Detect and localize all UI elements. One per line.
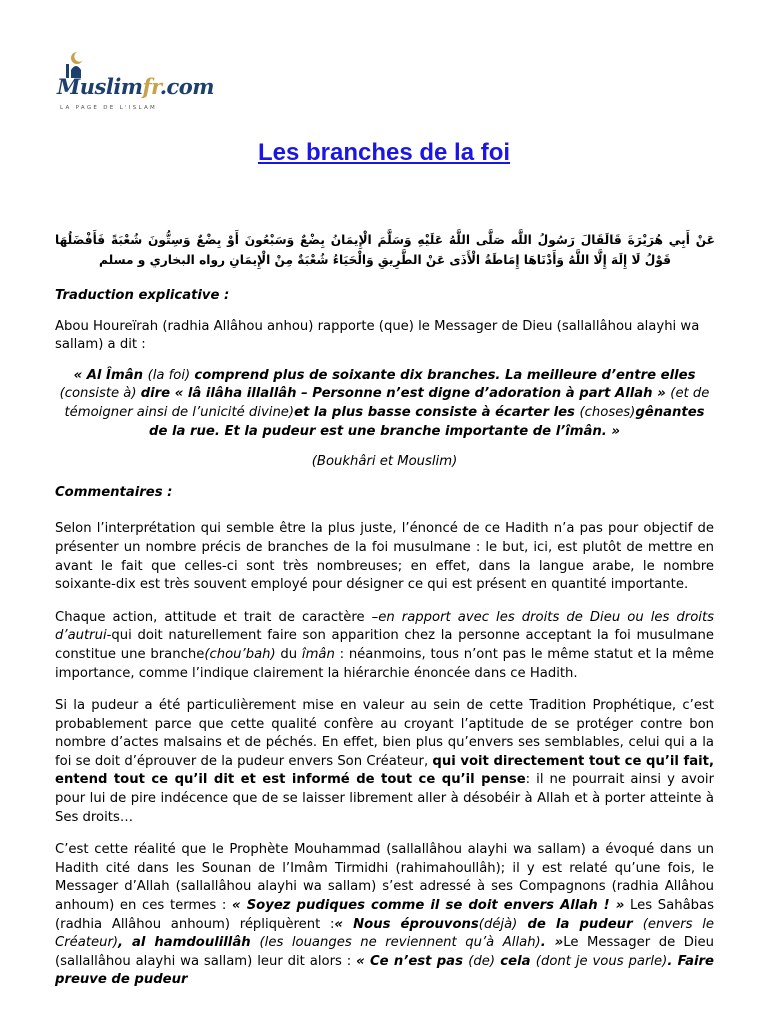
comments-heading: Commentaires : — [55, 484, 173, 500]
logo-tagline: LA PAGE DE L'ISLAM — [60, 105, 158, 111]
hadith-source: (Boukhâri et Mouslim) — [311, 454, 458, 470]
logo-wordmark: Muslimfr.com — [57, 74, 215, 99]
translation-heading: Traduction explicative : — [55, 288, 230, 303]
arabic-hadith: عَنْ أَبِي هُرَيْرَةَ قَالَقَالَ رَسُولُ اللَّه صَلَّى اللَّهُ عَلَيْهِ وَسَلَّمَ الْإِيمَانُ بِضْعٌ وَسَبْعُونَ أَوْ بِضْعٌ وَسِتُّونَ شُعْبَةً فَأَفْضَلُهَا قَوْلُ لَا إِلَهَ إِلَّا اللَّهُ وَأَدْنَاهَا إِمَاطَةُ الْأَذَى عَنْ الطَّرِيقِ وَالْحَيَاءُ شُعْبَةٌ مِنْ الْإِيمَانِ رواه البخاري و مسلم — [55, 233, 715, 267]
comment-paragraph-1: Selon l’interprétation qui semble être la plus juste, l’énoncé de ce Hadith n’a pas pour objectif de présenter un nombre précis de branches de la foi musulmane : le but, ici, est plutôt de mettre en avant le fait que celles-ci sont très nombreuses; en effet, dans la langue arabe, le nombre soixante-dix est très souvent employé pour désigner ce qui est présent en quantité importante. — [55, 521, 714, 593]
page-title[interactable]: Les branches de la foi — [257, 139, 511, 166]
hadith-intro: Abou Houreïrah (radhia Allâhou anhou) rapporte (que) le Messager de Dieu (sallallâhou alayhi wa sallam) a dit : — [55, 318, 700, 353]
comment-paragraph-3: Si la pudeur a été particulièrement mise en valeur au sein de cette Tradition Prophétique, c’est probablement parce que cette qualité confère au croyant l’aptitude de se protéger contre bon nombre d’actes malsains et de péchés. En effet, bien plus qu’envers ses semblables, celui qui a la foi se doit d’éprouver de la pudeur envers Son Créateur, qui voit directement tout ce qu’il fait, entend tout ce qu’il dit et est informé de tout ce qu’il pense: il ne pourrait ainsi y avoir pour lui de pire indécence que de se laisser librement aller à désobéir à Allah et à porter atteinte à Ses droits… — [55, 698, 715, 825]
article-body — [55, 287, 714, 990]
comment-paragraph-2: Chaque action, attitude et trait de caractère –en rapport avec les droits de Dieu ou les droits d’autrui-qui doit naturellement faire son apparition chez la personne acceptant la foi musulmane constitue une branche(chou’bah) du îmân : néanmoins, tous n’ont pas le même statut et la même importance, comme l’indique clairement la hiérarchie énoncée dans ce Hadith. — [55, 609, 715, 681]
comment-paragraph-4: C’est cette réalité que le Prophète Mouhammad (sallallâhou alayhi wa sallam) a évoqué dans un Hadith cité dans les Sounan de l’Imâm Tirmidhi (rahimahoullâh); il y est relaté qu’une fois, le Messager d’Allah (sallallâhou alayhi wa sallam) s’est adressé à ses Compagnons (radhia Allâhou anhoum) en ces termes : « Soyez pudiques comme il se doit envers Allah ! » Les Sahâbas (radhia Allâhou anhoum) répliquèrent :« Nous éprouvons(déjà) de la pudeur (envers le Créateur), al hamdoulillâh (les louanges ne reviennent qu’à Allah). »Le Messager de Dieu (sallallâhou alayhi wa sallam) leur dit alors : « Ce n’est pas (de) cela (dont je vous parle). Faire preuve de pudeur — [55, 842, 715, 988]
site-logo[interactable] — [55, 48, 215, 111]
hadith-quote: « Al Îmân (la foi) comprend plus de soixante dix branches. La meilleure d’entre elles (consiste à) dire « lâ ilâha illallâh – Personne n’est digne d’adoration à part Allah » (et de témoigner ainsi de l’unicité divine)et la plus basse consiste à écarter les (choses)gênantes de la rue. Et la pudeur est une branche importante de l’îmân. » — [59, 367, 710, 439]
